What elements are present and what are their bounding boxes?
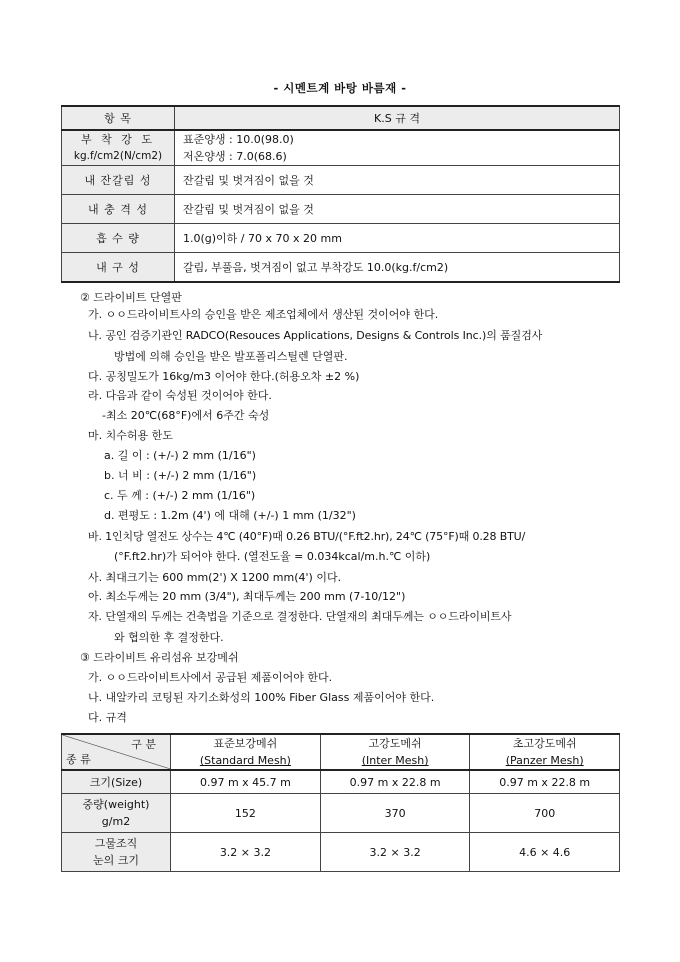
row-value: 1.0(g)이하 / 70 x 70 x 20 mm — [175, 224, 620, 253]
list-item: 아. 최소두께는 20 mm (3/4"), 최대두께는 200 mm (7-10/12") — [88, 590, 406, 603]
list-item: 마. 치수허용 한도 — [88, 429, 173, 442]
row-label-line: 그물조직 — [94, 837, 138, 850]
list-item: 나. 공인 검증기관인 RADCO(Resouces Applications, Designs & Controls Inc.)의 품질검사 — [88, 329, 543, 342]
list-subitem: -최소 20℃(68°F)에서 6주간 숙성 — [102, 409, 270, 422]
column-header-en: (Inter Mesh) — [361, 754, 429, 767]
corner-cell — [62, 734, 171, 770]
list-item: 가. ㅇㅇ드라이비트사의 승인을 받은 제조업체에서 생산된 것이어야 한다. — [88, 308, 439, 321]
column-header — [470, 734, 620, 770]
table-row — [62, 224, 620, 253]
row-label-line: 눈의 크기 — [92, 854, 139, 867]
value-line: 표준양생 : 10.0(98.0) — [183, 133, 294, 146]
row-label: 내 충 격 성 — [62, 195, 175, 224]
corner-bottom-label: 종 류 — [66, 753, 91, 766]
table-cell: 0.97 m x 22.8 m — [320, 770, 470, 794]
row-label — [62, 794, 171, 833]
mesh-table-header — [62, 734, 620, 770]
list-subitem: c. 두 께 : (+/-) 2 mm (1/16") — [104, 489, 256, 502]
list-item: 가. ㅇㅇ드라이비트사에서 공급된 제품이어야 한다. — [88, 671, 333, 684]
table-cell: 0.97 m x 45.7 m — [171, 770, 321, 794]
row-label: 내 잔갈림 성 — [62, 166, 175, 195]
header-ks: K.S 규 격 — [175, 106, 620, 130]
list-item: 다. 공칭밀도가 16kg/m3 이어야 한다.(허용오차 ±2 %) — [88, 370, 360, 383]
list-item: 바. 1인치당 열전도 상수는 4℃ (40°F)때 0.26 BTU/(°F.ft2.hr), 24℃ (75°F)때 0.28 BTU/ — [88, 530, 526, 543]
list-item: 사. 최대크기는 600 mm(2') X 1200 mm(4') 이다. — [88, 571, 342, 584]
column-header-en: (Standard Mesh) — [199, 754, 291, 767]
list-item-continued: (°F.ft2.hr)가 되어야 한다. (열전도율 = 0.034kcal/m.h.℃ 이하) — [114, 550, 431, 563]
section-heading: ③ 드라이비트 유리섬유 보강메쉬 — [80, 651, 239, 664]
list-item: 라. 다음과 같이 숙성된 것이어야 한다. — [88, 389, 272, 402]
spec-table-header — [62, 106, 620, 130]
row-label: 내 구 성 — [62, 253, 175, 283]
table-row — [62, 166, 620, 195]
table-row — [62, 770, 620, 794]
label-line: kg.f/cm2(N/cm2) — [73, 150, 163, 162]
list-subitem: b. 너 비 : (+/-) 2 mm (1/16") — [104, 469, 257, 482]
table-cell: 4.6 × 4.6 — [470, 833, 620, 872]
list-subitem: d. 편평도 : 1.2m (4') 에 대해 (+/-) 1 mm (1/32") — [104, 509, 356, 522]
list-item-continued: 방법에 의해 승인을 받은 발포폴리스틸렌 단열판. — [114, 350, 348, 363]
row-label-line: g/m2 — [101, 815, 131, 828]
corner-top-label: 구 분 — [131, 738, 156, 751]
column-header-en: (Panzer Mesh) — [505, 754, 584, 767]
column-header — [320, 734, 470, 770]
table-cell: 3.2 × 3.2 — [320, 833, 470, 872]
table-cell: 152 — [171, 794, 321, 833]
table-row — [62, 253, 620, 283]
header-item: 항 목 — [62, 106, 175, 130]
section-heading: ② 드라이비트 단열판 — [80, 291, 182, 304]
list-item-continued: 와 협의한 후 결정한다. — [114, 631, 224, 644]
column-header — [171, 734, 321, 770]
row-value: 잔갈림 및 벗겨짐이 없을 것 — [175, 195, 620, 224]
table-cell: 0.97 m x 22.8 m — [470, 770, 620, 794]
row-label-line: 중량(weight) — [82, 798, 150, 811]
row-value: 갈림, 부풀음, 벗겨짐이 없고 부착강도 10.0(kg.f/cm2) — [175, 253, 620, 283]
table-cell: 3.2 × 3.2 — [171, 833, 321, 872]
value-line: 저온양생 : 7.0(68.6) — [183, 150, 287, 163]
row-label — [62, 833, 171, 872]
table-row — [62, 833, 620, 872]
list-item: 나. 내알카리 코팅된 자기소화성의 100% Fiber Glass 제품이어야 한다. — [88, 691, 435, 704]
list-subitem: a. 길 이 : (+/-) 2 mm (1/16") — [104, 449, 256, 462]
table-cell: 700 — [470, 794, 620, 833]
table-row — [62, 130, 620, 166]
list-item: 자. 단열재의 두께는 건축법을 기준으로 결정한다. 단열재의 최대두께는 ㅇㅇ드라이비트사 — [88, 610, 512, 623]
list-item: 다. 규격 — [88, 711, 127, 724]
row-value: 잔갈림 및 벗겨짐이 없을 것 — [175, 166, 620, 195]
row-label — [62, 130, 175, 166]
column-header-ko: 표준보강메쉬 — [213, 737, 278, 750]
row-label: 크기(Size) — [62, 770, 171, 794]
row-label: 흡 수 량 — [62, 224, 175, 253]
table-cell: 370 — [320, 794, 470, 833]
table-row — [62, 794, 620, 833]
label-line: 부 착 강 도 — [81, 133, 155, 146]
column-header-ko: 초고강도메쉬 — [512, 737, 577, 750]
mesh-table — [61, 733, 620, 872]
column-header-ko: 고강도메쉬 — [368, 737, 422, 750]
table-row — [62, 195, 620, 224]
spec-table — [61, 105, 620, 283]
document-title: - 시멘트계 바탕 바름재 - — [273, 81, 407, 95]
row-value — [175, 130, 620, 166]
